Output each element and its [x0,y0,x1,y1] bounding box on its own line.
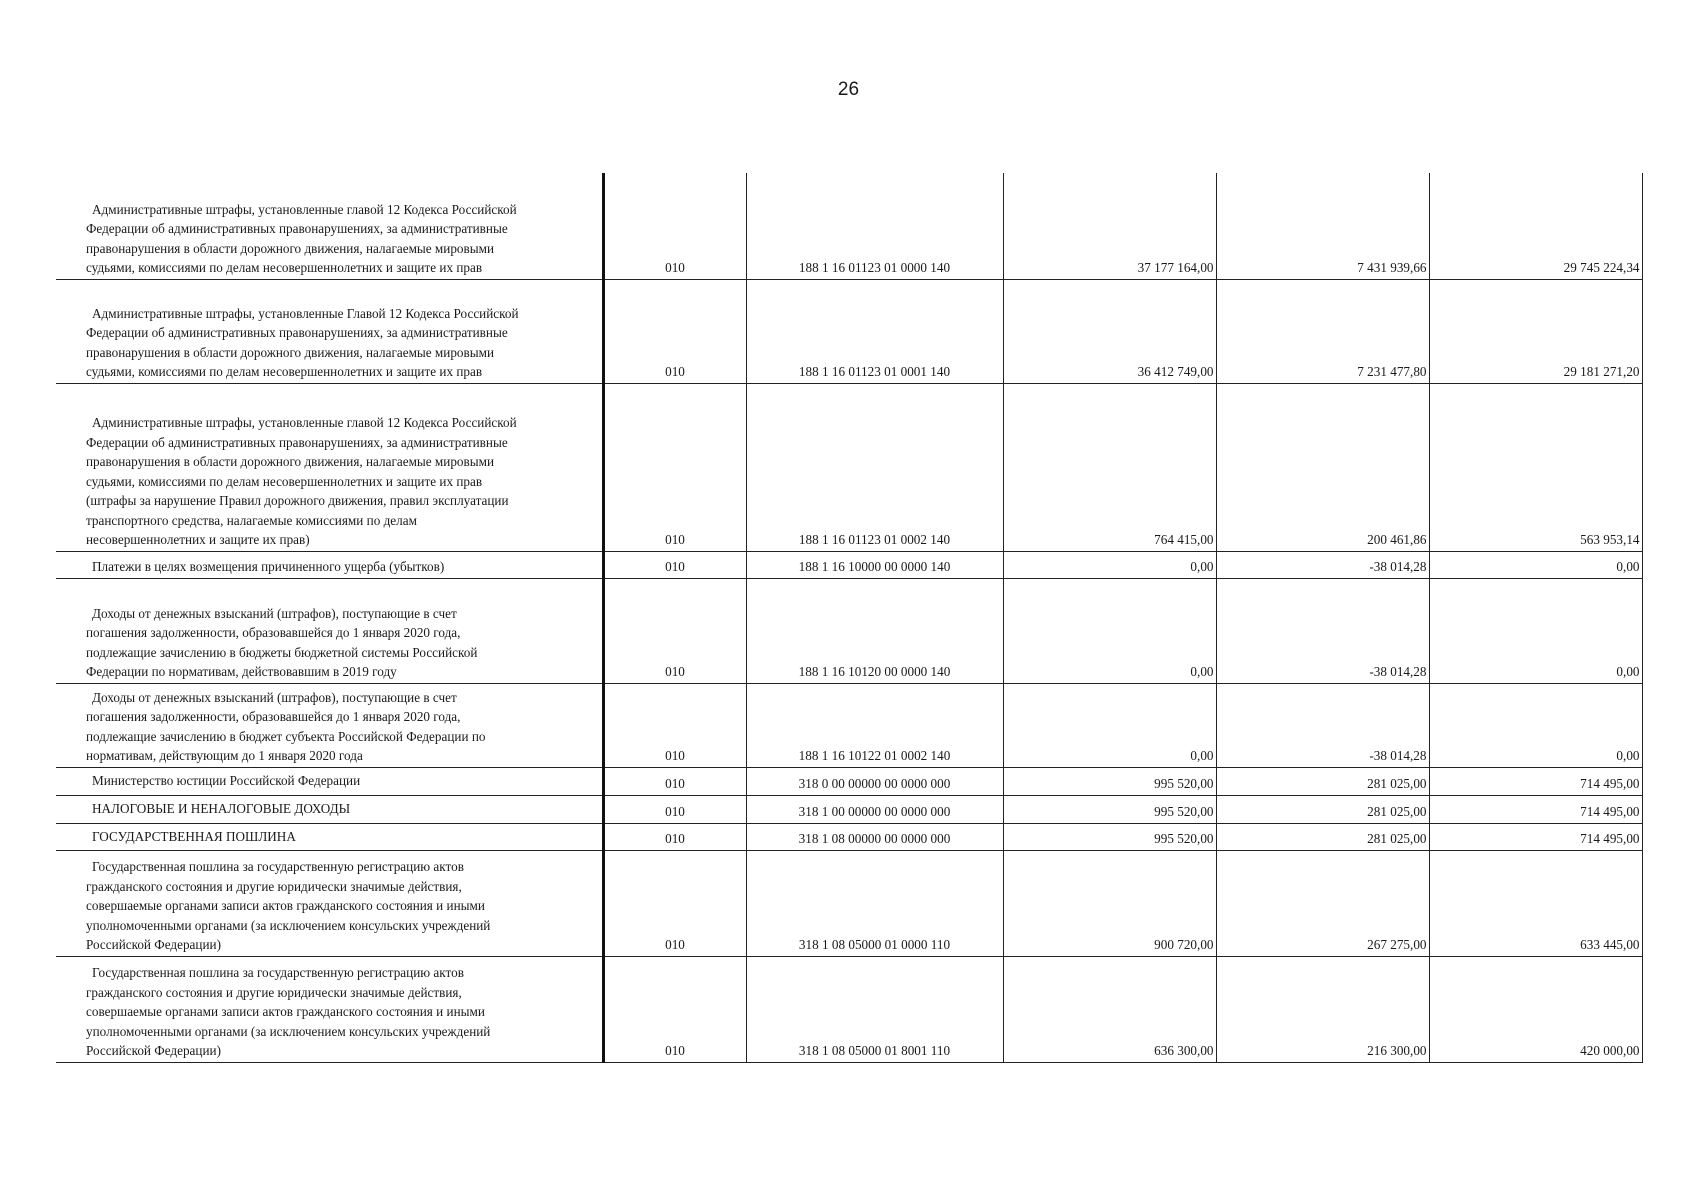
row-name-line: Административные штрафы, установленные главой 12 Кодекса Российской [92,415,517,430]
row-name-line: Федерации об административных правонарушениях, за административные [86,434,508,450]
row-name-line: Федерации об административных правонарушениях, за административные [86,221,508,236]
row-executed: 281 025,00 [1216,767,1429,795]
table-row [56,383,1642,551]
row-executed: 267 275,00 [1216,850,1429,956]
row-name-line: Российской Федерации) [86,937,221,952]
row-approved: 0,00 [1003,683,1216,767]
row-approved: 0,00 [1003,551,1216,578]
row-approved: 0,00 [1003,578,1216,683]
row-name-cell [56,683,603,767]
row-line-code: 010 [603,578,746,683]
row-name-line: погашения задолженности, образовавшейся до 1 января 2020 года, [86,709,461,724]
row-budget-code: 188 1 16 01123 01 0002 140 [746,383,1003,551]
row-name-cell [56,767,603,795]
row-approved: 995 520,00 [1003,767,1216,795]
row-executed: 7 431 939,66 [1216,173,1429,279]
row-name-line: Доходы от денежных взысканий (штрафов), поступающие в счет [92,689,457,705]
row-name-line: несовершеннолетних и защите их прав) [86,532,310,547]
table-row [56,173,1642,279]
table-body [56,173,1642,1062]
table-row [56,279,1642,383]
row-unexecuted: 714 495,00 [1429,767,1642,795]
row-executed: -38 014,28 [1216,578,1429,683]
row-name-line: Административные штрафы, установленные Главой 12 Кодекса Российской [92,305,519,321]
row-name-line: Доходы от денежных взысканий (штрафов), поступающие в счет [92,605,457,621]
row-name-line: Федерации об административных правонарушениях, за административные [86,325,508,340]
row-budget-code: 318 1 08 05000 01 8001 110 [746,956,1003,1062]
row-budget-code: 188 1 16 01123 01 0001 140 [746,279,1003,383]
page-number: 26 [837,79,860,100]
table-row [56,551,1642,578]
row-name-line: Российской Федерации) [86,1043,221,1058]
row-name-line: правонарушения в области дорожного движения, налагаемые мировыми [86,454,495,469]
row-line-code: 010 [603,823,746,850]
row-name-cell [56,551,603,578]
row-unexecuted: 714 495,00 [1429,795,1642,823]
row-name-line: (штрафы за нарушение Правил дорожного движения, правил эксплуатации [86,493,509,508]
row-budget-code: 318 1 08 00000 00 0000 000 [746,823,1003,850]
row-name-line: Государственная пошлина за государственную регистрацию актов [92,965,464,980]
row-name-line: НАЛОГОВЫЕ И НЕНАЛОГОВЫЕ ДОХОДЫ [92,800,351,816]
row-line-code: 010 [603,173,746,279]
row-name-line: Министерство юстиции Российской Федерации [92,772,361,788]
row-approved: 37 177 164,00 [1003,173,1216,279]
row-name-cell [56,795,603,823]
row-unexecuted: 0,00 [1429,578,1642,683]
row-budget-code: 188 1 16 01123 01 0000 140 [746,173,1003,279]
row-name-line: Платежи в целях возмещения причиненного ущерба (убытков) [92,559,445,574]
row-name-line: совершаемые органами записи актов гражданского состояния и иными [86,898,485,913]
row-name-cell [56,578,603,683]
table-row [56,850,1642,956]
row-name-line: правонарушения в области дорожного движения, налагаемые мировыми [86,344,495,360]
table-row [56,683,1642,767]
row-name-line: совершаемые органами записи актов гражданского состояния и иными [86,1004,485,1019]
row-name-line: правонарушения в области дорожного движения, налагаемые мировыми [86,240,495,256]
row-executed: 281 025,00 [1216,795,1429,823]
row-unexecuted: 29 745 224,34 [1429,173,1642,279]
row-line-code: 010 [603,956,746,1062]
row-name-line: ГОСУДАРСТВЕННАЯ ПОШЛИНА [92,828,296,844]
row-unexecuted: 563 953,14 [1429,383,1642,551]
row-name-line: гражданского состояния и другие юридически значимые действия, [86,984,462,1000]
table-row [56,823,1642,850]
row-approved: 636 300,00 [1003,956,1216,1062]
row-approved: 995 520,00 [1003,823,1216,850]
row-name-line: Федерации по нормативам, действовавшим в 2019 году [86,664,397,679]
row-name-cell [56,850,603,956]
row-budget-code: 188 1 16 10122 01 0002 140 [746,683,1003,767]
row-name-cell [56,383,603,551]
row-budget-code: 188 1 16 10120 00 0000 140 [746,578,1003,683]
row-executed: 200 461,86 [1216,383,1429,551]
row-name-line: погашения задолженности, образовавшейся до 1 января 2020 года, [86,625,461,640]
row-name-line: транспортного средства, налагаемые комиссиями по делам [86,512,417,528]
row-name-line: судьями, комиссиями по делам несовершеннолетних и защите их прав [86,473,483,489]
row-executed: -38 014,28 [1216,551,1429,578]
table-row [56,578,1642,683]
row-line-code: 010 [603,551,746,578]
row-line-code: 010 [603,795,746,823]
row-name-line: нормативам, действующим до 1 января 2020 года [86,748,363,763]
row-name-line: подлежащие зачислению в бюджет субъекта Российской Федерации по [86,728,486,744]
row-unexecuted: 714 495,00 [1429,823,1642,850]
row-executed: 216 300,00 [1216,956,1429,1062]
row-line-code: 010 [603,683,746,767]
row-name-line: гражданского состояния и другие юридически значимые действия, [86,878,462,894]
row-executed: 281 025,00 [1216,823,1429,850]
row-name-line: уполномоченными органами (за исключением консульских учреждений [86,917,491,933]
row-approved: 900 720,00 [1003,850,1216,956]
row-name-line: подлежащие зачислению в бюджеты бюджетной системы Российской [86,644,478,660]
row-approved: 36 412 749,00 [1003,279,1216,383]
row-name-line: судьями, комиссиями по делам несовершеннолетних и защите их прав [86,260,483,275]
row-name-line: судьями, комиссиями по делам несовершеннолетних и защите их прав [86,364,483,379]
row-name-cell [56,173,603,279]
row-budget-code: 318 1 08 05000 01 0000 110 [746,850,1003,956]
row-unexecuted: 0,00 [1429,683,1642,767]
row-unexecuted: 420 000,00 [1429,956,1642,1062]
row-name-line: Административные штрафы, установленные главой 12 Кодекса Российской [92,201,517,217]
row-budget-code: 318 0 00 00000 00 0000 000 [746,767,1003,795]
row-name-cell [56,823,603,850]
table-row [56,795,1642,823]
row-executed: -38 014,28 [1216,683,1429,767]
row-approved: 764 415,00 [1003,383,1216,551]
table-row [56,767,1642,795]
row-line-code: 010 [603,767,746,795]
table-row [56,956,1642,1062]
row-name-cell [56,279,603,383]
row-unexecuted: 29 181 271,20 [1429,279,1642,383]
revenue-table [56,173,1643,1063]
row-line-code: 010 [603,850,746,956]
row-name-line: Государственная пошлина за государственную регистрацию актов [92,859,464,874]
row-budget-code: 318 1 00 00000 00 0000 000 [746,795,1003,823]
row-name-cell [56,956,603,1062]
row-name-line: уполномоченными органами (за исключением консульских учреждений [86,1023,491,1039]
row-approved: 995 520,00 [1003,795,1216,823]
row-unexecuted: 633 445,00 [1429,850,1642,956]
row-line-code: 010 [603,279,746,383]
row-line-code: 010 [603,383,746,551]
row-budget-code: 188 1 16 10000 00 0000 140 [746,551,1003,578]
row-unexecuted: 0,00 [1429,551,1642,578]
row-executed: 7 231 477,80 [1216,279,1429,383]
